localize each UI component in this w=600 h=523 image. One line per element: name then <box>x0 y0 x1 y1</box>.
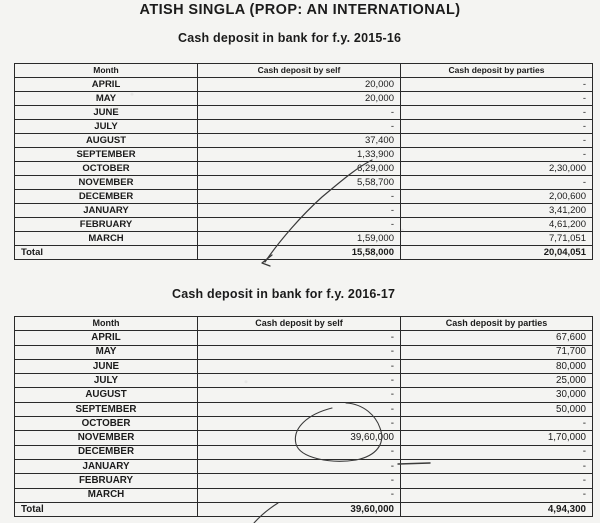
table-row <box>15 190 593 204</box>
parties-deposit-cell: 50,000 <box>401 402 593 416</box>
self-deposit-cell: - <box>198 388 401 402</box>
month-cell: APRIL <box>15 331 198 345</box>
month-cell: AUGUST <box>15 134 198 148</box>
parties-deposit-cell: - <box>401 459 593 473</box>
parties-deposit-cell: 7,71,051 <box>401 232 593 246</box>
table-row <box>15 445 593 459</box>
self-deposit-cell: - <box>198 218 401 232</box>
column-header-parties: Cash deposit by parties <box>401 317 593 331</box>
parties-deposit-cell: - <box>401 148 593 162</box>
table-row <box>15 359 593 373</box>
table-row <box>15 374 593 388</box>
parties-deposit-cell: - <box>401 134 593 148</box>
self-deposit-cell: - <box>198 190 401 204</box>
self-deposit-cell: - <box>198 331 401 345</box>
month-cell: AUGUST <box>15 388 198 402</box>
total-parties-cell: 4,94,300 <box>401 502 593 516</box>
parties-deposit-cell: - <box>401 445 593 459</box>
table-row <box>15 417 593 431</box>
table-row <box>15 134 593 148</box>
parties-deposit-cell: 30,000 <box>401 388 593 402</box>
column-header-self: Cash deposit by self <box>198 64 401 78</box>
parties-deposit-cell: 3,41,200 <box>401 204 593 218</box>
month-cell: MAY <box>15 92 198 106</box>
month-cell: JUNE <box>15 359 198 373</box>
table-row <box>15 331 593 345</box>
page-title: ATISH SINGLA (PROP: AN INTERNATIONAL) <box>139 2 461 18</box>
month-cell: MARCH <box>15 488 198 502</box>
table-row <box>15 218 593 232</box>
self-deposit-cell: 20,000 <box>198 78 401 92</box>
table-row <box>15 474 593 488</box>
parties-deposit-cell: 25,000 <box>401 374 593 388</box>
parties-deposit-cell: - <box>401 92 593 106</box>
month-cell: JULY <box>15 120 198 134</box>
self-deposit-cell: 39,60,000 <box>198 431 401 445</box>
column-header-month: Month <box>15 317 198 331</box>
self-deposit-cell: - <box>198 345 401 359</box>
table-row <box>15 488 593 502</box>
column-header-self: Cash deposit by self <box>198 317 401 331</box>
month-cell: FEBRUARY <box>15 218 198 232</box>
parties-deposit-cell: - <box>401 78 593 92</box>
self-deposit-cell: 5,58,700 <box>198 176 401 190</box>
parties-deposit-cell: 80,000 <box>401 359 593 373</box>
table-row <box>15 78 593 92</box>
month-cell: NOVEMBER <box>15 176 198 190</box>
table-row <box>15 459 593 473</box>
table-row <box>15 388 593 402</box>
month-cell: NOVEMBER <box>15 431 198 445</box>
self-deposit-cell: 1,33,900 <box>198 148 401 162</box>
parties-deposit-cell: - <box>401 488 593 502</box>
table-header-row <box>15 317 593 331</box>
self-deposit-cell: - <box>198 474 401 488</box>
month-cell: APRIL <box>15 78 198 92</box>
total-label: Total <box>15 502 198 516</box>
parties-deposit-cell: 67,600 <box>401 331 593 345</box>
month-cell: DECEMBER <box>15 190 198 204</box>
month-cell: SEPTEMBER <box>15 148 198 162</box>
total-row <box>15 502 593 516</box>
month-cell: OCTOBER <box>15 162 198 176</box>
column-header-parties: Cash deposit by parties <box>401 64 593 78</box>
table-row <box>15 92 593 106</box>
month-cell: JANUARY <box>15 459 198 473</box>
month-cell: JULY <box>15 374 198 388</box>
table-row <box>15 106 593 120</box>
parties-deposit-cell: 2,00,600 <box>401 190 593 204</box>
total-self-cell: 15,58,000 <box>198 246 401 260</box>
table-row <box>15 148 593 162</box>
month-cell: SEPTEMBER <box>15 402 198 416</box>
table-row <box>15 431 593 445</box>
cash-deposit-table-2015-16 <box>14 63 593 260</box>
table-row <box>15 204 593 218</box>
table-row <box>15 345 593 359</box>
self-deposit-cell: - <box>198 417 401 431</box>
total-row <box>15 246 593 260</box>
self-deposit-cell: - <box>198 459 401 473</box>
total-label: Total <box>15 246 198 260</box>
parties-deposit-cell: 4,61,200 <box>401 218 593 232</box>
total-parties-cell: 20,04,051 <box>401 246 593 260</box>
self-deposit-cell: - <box>198 120 401 134</box>
parties-deposit-cell: 2,30,000 <box>401 162 593 176</box>
self-deposit-cell: 1,59,000 <box>198 232 401 246</box>
table-row <box>15 176 593 190</box>
parties-deposit-cell: - <box>401 417 593 431</box>
self-deposit-cell: 20,000 <box>198 92 401 106</box>
parties-deposit-cell: 1,70,000 <box>401 431 593 445</box>
column-header-month: Month <box>15 64 198 78</box>
parties-deposit-cell: - <box>401 474 593 488</box>
month-cell: FEBRUARY <box>15 474 198 488</box>
table-row <box>15 120 593 134</box>
table-row <box>15 162 593 176</box>
month-cell: JANUARY <box>15 204 198 218</box>
self-deposit-cell: 6,29,000 <box>198 162 401 176</box>
table-row <box>15 402 593 416</box>
self-deposit-cell: 37,400 <box>198 134 401 148</box>
cash-deposit-table-2016-17 <box>14 316 593 517</box>
self-deposit-cell: - <box>198 204 401 218</box>
parties-deposit-cell: - <box>401 106 593 120</box>
self-deposit-cell: - <box>198 445 401 459</box>
month-cell: MAY <box>15 345 198 359</box>
total-self-cell: 39,60,000 <box>198 502 401 516</box>
section-title-2016-17: Cash deposit in bank for f.y. 2016-17 <box>172 287 396 301</box>
self-deposit-cell: - <box>198 106 401 120</box>
table-row <box>15 232 593 246</box>
month-cell: JUNE <box>15 106 198 120</box>
parties-deposit-cell: - <box>401 176 593 190</box>
self-deposit-cell: - <box>198 402 401 416</box>
parties-deposit-cell: - <box>401 120 593 134</box>
self-deposit-cell: - <box>198 488 401 502</box>
parties-deposit-cell: 71,700 <box>401 345 593 359</box>
month-cell: DECEMBER <box>15 445 198 459</box>
self-deposit-cell: - <box>198 359 401 373</box>
month-cell: MARCH <box>15 232 198 246</box>
section-title-2015-16: Cash deposit in bank for f.y. 2015-16 <box>178 31 402 45</box>
table-header-row <box>15 64 593 78</box>
month-cell: OCTOBER <box>15 417 198 431</box>
self-deposit-cell: - <box>198 374 401 388</box>
